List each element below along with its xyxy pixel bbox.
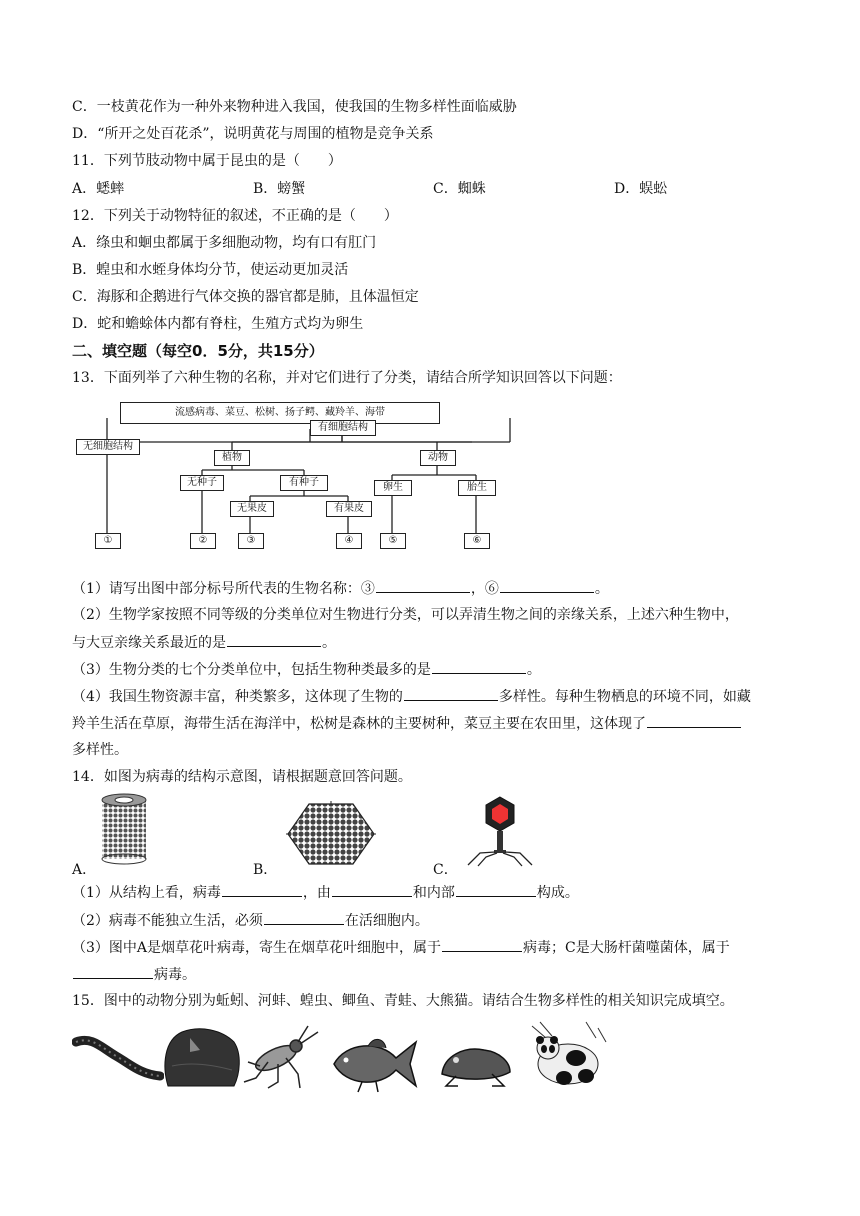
q10-option-c: C．一枝黄花作为一种外来物种进入我国，使我国的生物多样性面临威胁 — [72, 99, 517, 115]
q13-p4-text-c: 羚羊生活在草原，海带生活在海洋中，松树是森林的主要树种，菜豆主要在农田里，这体现了 — [72, 716, 646, 732]
diagram-num-4: ④ — [336, 533, 362, 549]
q14-p1-text-a: （1）从结构上看，病毒 — [72, 885, 221, 901]
diagram-animal-box: 动物 — [420, 450, 456, 466]
diagram-num-1: ① — [95, 533, 121, 549]
q11-option-b: B．螃蟹 — [253, 181, 306, 197]
q13-p4-text-b: 多样性。每种生物栖息的环境不同，如藏 — [498, 689, 751, 705]
diagram-num-3: ③ — [238, 533, 264, 549]
virus-label-a: A． — [72, 862, 97, 878]
q13-part-2-line-1: （2）生物学家按照不同等级的分类单位对生物进行分类，可以弄清生物之间的亲缘关系，上述六种生物中， — [72, 607, 739, 623]
diagram-oviparous-box: 卵生 — [374, 480, 412, 496]
q14-p1-text-b: ，由 — [302, 885, 331, 901]
q13-p4-text-a: （4）我国生物资源丰富，种类繁多，这体现了生物的 — [72, 689, 403, 705]
diagram-plant-box: 植物 — [214, 450, 250, 466]
answer-blank[interactable] — [442, 937, 522, 952]
answer-blank[interactable] — [432, 659, 526, 674]
q13-part-4-line-3: 多样性。 — [72, 742, 128, 758]
answer-blank[interactable] — [332, 882, 412, 897]
q12-option-b: B．蝗虫和水蛭身体均分节，使运动更加灵活 — [72, 262, 349, 278]
diagram-num-2: ② — [190, 533, 216, 549]
diagram-no-seed-box: 无种子 — [180, 475, 224, 491]
diagram-no-cell-box: 无细胞结构 — [76, 439, 140, 455]
q13-part-2-line-2 — [72, 632, 336, 653]
q13-p3-text-a: （3）生物分类的七个分类单位中，包括生物种类最多的是 — [72, 662, 431, 678]
diagram-num-6: ⑥ — [464, 533, 490, 549]
q13-stem: 13．下面列举了六种生物的名称，并对它们进行了分类，请结合所学知识回答以下问题： — [72, 370, 622, 386]
answer-blank[interactable] — [500, 578, 594, 593]
diagram-viviparous-box: 胎生 — [458, 480, 496, 496]
answer-blank[interactable] — [73, 964, 153, 979]
answer-blank[interactable] — [264, 910, 344, 925]
diagram-has-seed-box: 有种子 — [280, 475, 328, 491]
q12-option-c: C．海豚和企鹅进行气体交换的器官都是肺，且体温恒定 — [72, 289, 419, 305]
diagram-has-pericarp-box: 有果皮 — [326, 501, 372, 517]
classification-diagram — [72, 398, 512, 566]
q11-option-a: A．蟋蟀 — [72, 181, 125, 197]
q13-p1-text-c: 。 — [594, 581, 609, 597]
q11-stem: 11．下列节肢动物中属于昆虫的是（ ） — [72, 153, 342, 169]
q14-p3-text-c: 病毒。 — [154, 967, 196, 983]
q14-part-3-line-2 — [72, 964, 196, 985]
river-mussel-image — [160, 1026, 242, 1090]
locust-image — [238, 1022, 322, 1090]
earthworm-image — [72, 1030, 164, 1090]
diagram-top-box: 流感病毒、菜豆、松树、扬子鳄、藏羚羊、海带 — [120, 402, 440, 424]
q12-stem: 12．下列关于动物特征的叙述，不正确的是（ ） — [72, 208, 398, 224]
answer-blank[interactable] — [404, 686, 498, 701]
q13-part-1 — [72, 578, 609, 599]
q15-stem: 15．图中的动物分别为蚯蚓、河蚌、蝗虫、鲫鱼、青蛙、大熊猫。请结合生物多样性的相关知识完成填空。 — [72, 993, 734, 1009]
q14-p2-text-b: 在活细胞内。 — [344, 913, 429, 929]
answer-blank[interactable] — [222, 882, 302, 897]
q13-part-4-line-1 — [72, 686, 751, 707]
q10-option-d: D．“所开之处百花杀”，说明黄花与周围的植物是竞争关系 — [72, 126, 434, 142]
q14-p2-text-a: （2）病毒不能独立生活，必须 — [72, 913, 263, 929]
bacteriophage-image — [460, 795, 540, 867]
q14-p1-text-d: 构成。 — [536, 885, 579, 901]
q13-p1-text-a: （1）请写出图中部分标号所代表的生物名称：③ — [72, 581, 375, 597]
frog-image — [436, 1040, 516, 1090]
q14-part-2 — [72, 910, 429, 931]
answer-blank[interactable] — [456, 882, 536, 897]
q13-part-4-line-2 — [72, 713, 742, 734]
q14-p1-text-c: 和内部 — [412, 885, 455, 901]
answer-blank[interactable] — [227, 632, 321, 647]
q13-part-3 — [72, 659, 541, 680]
diagram-no-pericarp-box: 无果皮 — [230, 501, 274, 517]
answer-blank[interactable] — [647, 713, 741, 728]
q14-stem: 14．如图为病毒的结构示意图，请根据题意回答问题。 — [72, 769, 412, 785]
diagram-num-5: ⑤ — [380, 533, 406, 549]
q13-p1-text-b: ，⑥ — [470, 581, 499, 597]
giant-panda-image — [526, 1018, 610, 1090]
q14-p3-text-b: 病毒；C是大肠杆菌噬菌体，属于 — [523, 940, 730, 956]
answer-blank[interactable] — [376, 578, 470, 593]
q11-option-c: C．蜘蛛 — [433, 181, 486, 197]
diagram-has-cell-box: 有细胞结构 — [310, 420, 376, 436]
q14-p3-text-a: （3）图中A是烟草花叶病毒，寄生在烟草花叶细胞中，属于 — [72, 940, 442, 956]
q13-p3-text-b: 。 — [526, 662, 541, 678]
q14-part-1 — [72, 882, 579, 903]
q12-option-d: D．蛇和蟾蜍体内都有脊柱，生殖方式均为卵生 — [72, 316, 364, 332]
crucian-carp-image — [328, 1034, 420, 1096]
q13-p2-text-b: 与大豆亲缘关系最近的是 — [72, 635, 226, 651]
q11-option-d: D．蜈蚣 — [614, 181, 668, 197]
virus-label-b: B． — [253, 862, 278, 878]
q14-part-3-line-1 — [72, 937, 730, 958]
q13-p2-text-c: 。 — [322, 635, 336, 651]
section-heading: 二、填空题（每空0．5分，共15分） — [72, 342, 324, 360]
virus-label-c: C． — [433, 862, 458, 878]
adenovirus-image — [286, 801, 376, 867]
q12-option-a: A．绦虫和蛔虫都属于多细胞动物，均有口有肛门 — [72, 235, 377, 251]
tobacco-mosaic-virus-image — [98, 793, 150, 865]
